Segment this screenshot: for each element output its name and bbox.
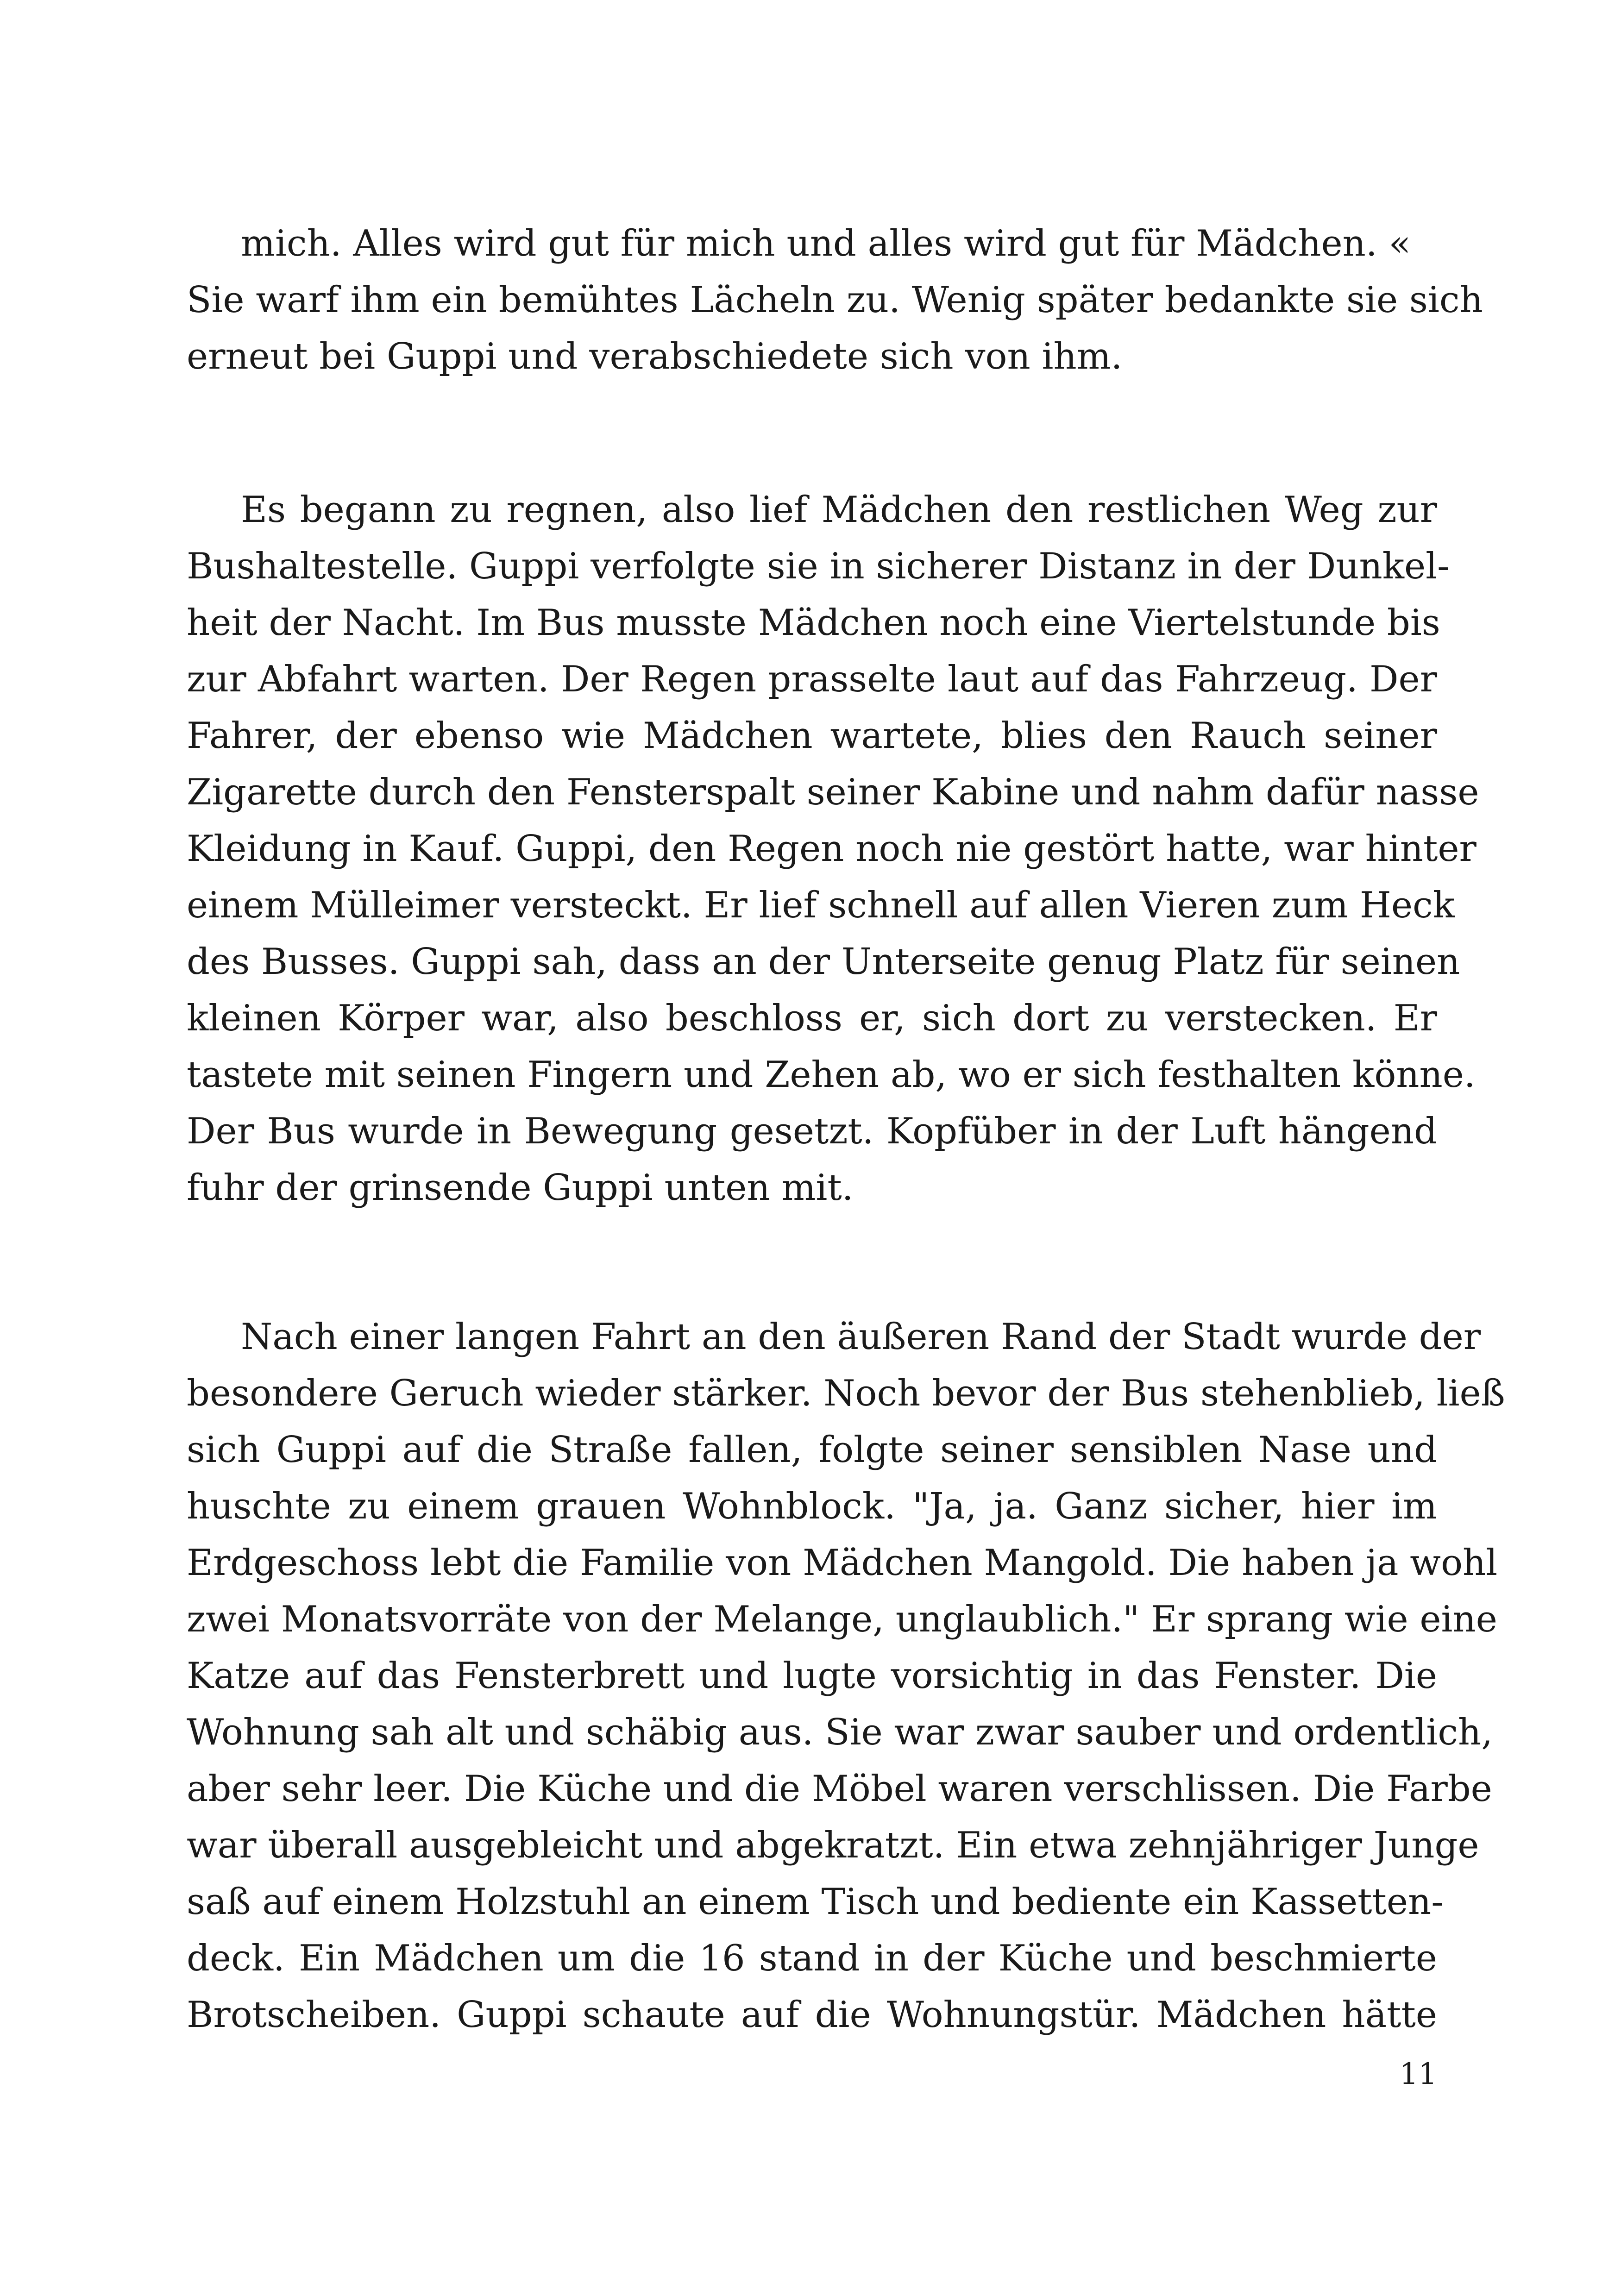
- paragraph-line: heit der Nacht. Im Bus musste Mädchen noch eine Viertelstunde bis: [187, 602, 1440, 644]
- paragraph-3: [187, 1309, 1505, 2043]
- paragraph-line: Kleidung in Kauf. Guppi, den Regen noch nie gestört hatte, war hinter: [187, 828, 1476, 870]
- paragraph-line: Es begann zu regnen, also lief Mädchen den restlichen Weg zur: [241, 489, 1437, 531]
- paragraph-1: [187, 215, 1483, 385]
- paragraph-line: zur Abfahrt warten. Der Regen prasselte laut auf das Fahrzeug. Der: [187, 659, 1437, 700]
- paragraph-line: Zigarette durch den Fensterspalt seiner Kabine und nahm dafür nasse: [187, 772, 1479, 813]
- paragraph-line: sich Guppi auf die Straße fallen, folgte seiner sensiblen Nase und: [187, 1429, 1437, 1471]
- paragraph-line: Sie warf ihm ein bemühtes Lächeln zu. Wenig später bedankte sie sich: [187, 279, 1483, 321]
- paragraph-line: mich. Alles wird gut für mich und alles wird gut für Mädchen. «: [241, 223, 1411, 264]
- paragraph-line: huschte zu einem grauen Wohnblock. "Ja, ja. Ganz sicher, hier im: [187, 1486, 1437, 1527]
- paragraph-line: einem Mülleimer versteckt. Er lief schnell auf allen Vieren zum Heck: [187, 885, 1455, 926]
- paragraph-line: besondere Geruch wieder stärker. Noch bevor der Bus stehenblieb, ließ: [187, 1373, 1505, 1414]
- paragraph-line: erneut bei Guppi und verabschiedete sich von ihm.: [187, 336, 1123, 377]
- paragraph-line: Brotscheiben. Guppi schaute auf die Wohnungstür. Mädchen hätte: [187, 1994, 1437, 2036]
- paragraph-line: fuhr der grinsende Guppi unten mit.: [187, 1167, 854, 1209]
- paragraph-line: Katze auf das Fensterbrett und lugte vorsichtig in das Fenster. Die: [187, 1655, 1437, 1697]
- paragraph-line: Fahrer, der ebenso wie Mädchen wartete, blies den Rauch seiner: [187, 715, 1437, 757]
- paragraph-2: [187, 482, 1479, 1216]
- paragraph-line: deck. Ein Mädchen um die 16 stand in der Küche und beschmierte: [187, 1938, 1437, 1979]
- paragraph-line: Erdgeschoss lebt die Familie von Mädchen Mangold. Die haben ja wohl: [187, 1542, 1498, 1584]
- paragraph-line: kleinen Körper war, also beschloss er, sich dort zu verstecken. Er: [187, 997, 1437, 1039]
- paragraph-line: Bushaltestelle. Guppi verfolgte sie in sicherer Distanz in der Dunkel-: [187, 546, 1450, 587]
- paragraph-line: war überall ausgebleicht und abgekratzt. Ein etwa zehnjähriger Junge: [187, 1825, 1479, 1866]
- paragraph-line: saß auf einem Holzstuhl an einem Tisch und bediente ein Kassetten-: [187, 1881, 1444, 1923]
- paragraph-line: Der Bus wurde in Bewegung gesetzt. Kopfüber in der Luft hängend: [187, 1110, 1437, 1152]
- paragraph-line: zwei Monatsvorräte von der Melange, unglaublich." Er sprang wie eine: [187, 1599, 1497, 1640]
- paragraph-line: des Busses. Guppi sah, dass an der Unterseite genug Platz für seinen: [187, 941, 1460, 983]
- paragraph-line: tastete mit seinen Fingern und Zehen ab, wo er sich festhalten könne.: [187, 1054, 1476, 1096]
- page-number: 11: [1399, 2057, 1437, 2091]
- paragraph-line: Wohnung sah alt und schäbig aus. Sie war zwar sauber und ordentlich,: [187, 1712, 1493, 1753]
- paragraph-line: Nach einer langen Fahrt an den äußeren Rand der Stadt wurde der: [241, 1316, 1481, 1358]
- paragraph-line: aber sehr leer. Die Küche und die Möbel waren verschlissen. Die Farbe: [187, 1768, 1492, 1810]
